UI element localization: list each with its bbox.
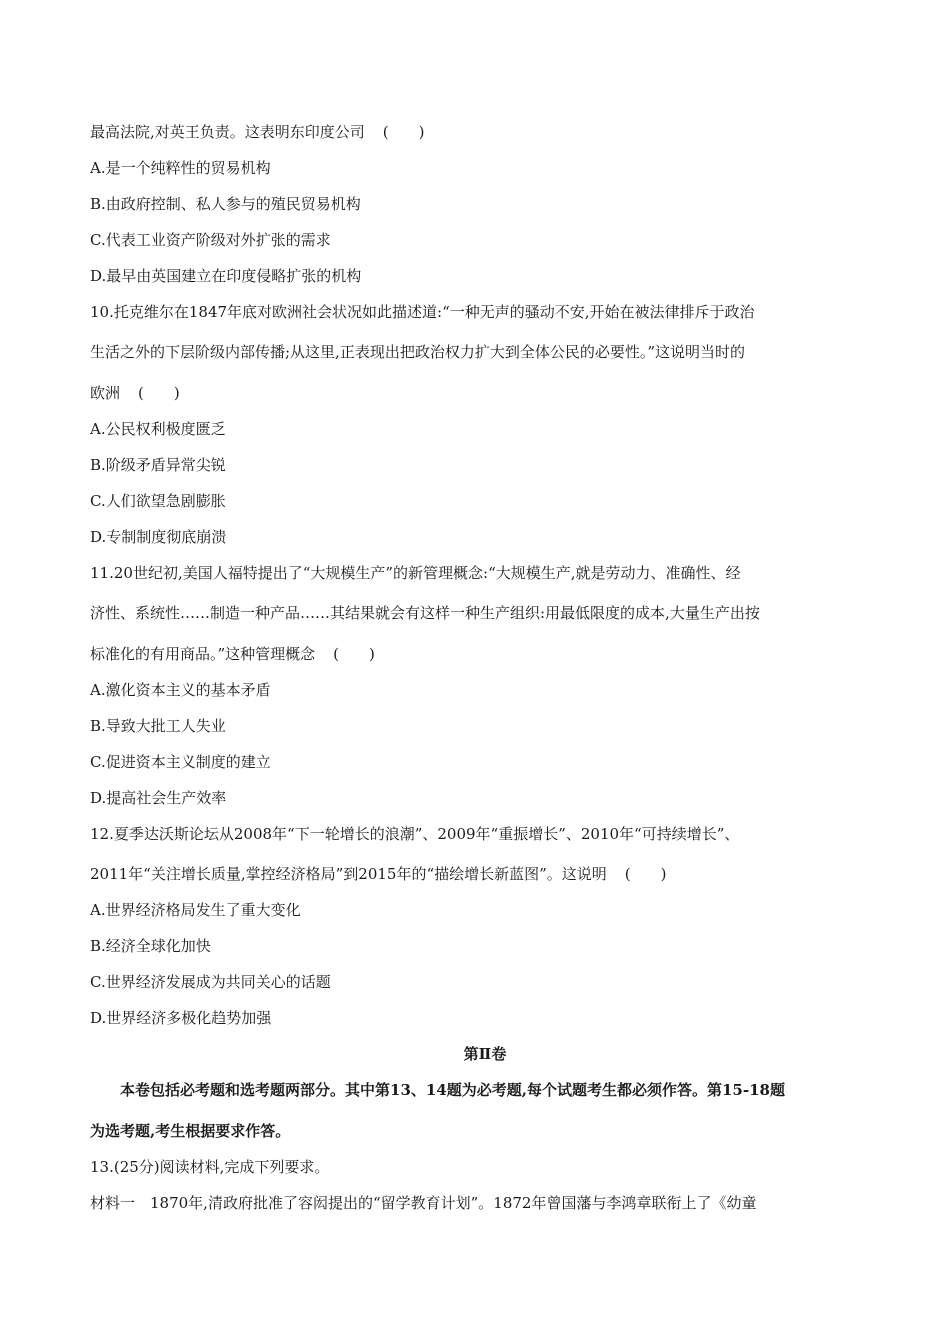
answer-blank: ( ) [382, 123, 425, 141]
q12-stem-line-1: 12.夏季达沃斯论坛从2008年“下一轮增长的浪潮”、2009年“重振增长”、2010年“可持续增长”、 [90, 825, 740, 843]
q9-option-a: A.是一个纯粹性的贸易机构 [90, 159, 271, 177]
q9-option-b: B.由政府控制、私人参与的殖民贸易机构 [90, 195, 361, 213]
part-2-instructions-line-1: 本卷包括必考题和选考题两部分。其中第13、14题为必考题,每个试题考生都必须作答。第15-18题 [120, 1081, 785, 1099]
q9-option-d: D.最早由英国建立在印度侵略扩张的机构 [90, 267, 362, 285]
q10-stem-line-1: 10.托克维尔在1847年底对欧洲社会状况如此描述道:“一种无声的骚动不安,开始在被法律排斥于政治 [90, 303, 755, 321]
q13-stem: 13.(25分)阅读材料,完成下列要求。 [90, 1158, 330, 1176]
q11-option-b: B.导致大批工人失业 [90, 717, 226, 735]
q10-stem-line-3: 欧洲 ( ) [90, 384, 180, 402]
part-2-title: 第Ⅱ卷 [463, 1045, 507, 1063]
q10-stem-line-2: 生活之外的下层阶级内部传播;从这里,正表现出把政治权力扩大到全体公民的必要性。”这说明当时的 [90, 343, 745, 361]
q13-material-1: 材料一 1870年,清政府批准了容闳提出的“留学教育计划”。1872年曾国藩与李鸿章联衔上了《幼童 [90, 1194, 757, 1212]
q12-option-c: C.世界经济发展成为共同关心的话题 [90, 973, 331, 991]
q11-stem-line-3: 标准化的有用商品。”这种管理概念 ( ) [90, 645, 375, 663]
q12-option-a: A.世界经济格局发生了重大变化 [90, 901, 301, 919]
q11-stem-line-1: 11.20世纪初,美国人福特提出了“大规模生产”的新管理概念:“大规模生产,就是劳动力、准确性、经 [90, 564, 741, 582]
answer-blank: ( ) [624, 865, 667, 883]
q9-stem-end: 最高法院,对英王负责。这表明东印度公司 ( ) [90, 123, 425, 141]
q11-stem-line-2: 济性、系统性……制造一种产品……其结果就会有这样一种生产组织:用最低限度的成本,大量生产出按 [90, 604, 760, 622]
q10-option-b: B.阶级矛盾异常尖锐 [90, 456, 226, 474]
q10-option-c: C.人们欲望急剧膨胀 [90, 492, 226, 510]
q9-option-c: C.代表工业资产阶级对外扩张的需求 [90, 231, 331, 249]
q11-option-c: C.促进资本主义制度的建立 [90, 753, 271, 771]
answer-blank: ( ) [138, 384, 180, 402]
part-2-instructions-line-2: 为选考题,考生根据要求作答。 [90, 1122, 291, 1140]
q12-stem-line-2: 2011年“关注增长质量,掌控经济格局”到2015年的“描绘增长新蓝图”。这说明 ( ) [90, 865, 667, 883]
q10-option-a: A.公民权利极度匮乏 [90, 420, 226, 438]
q12-option-b: B.经济全球化加快 [90, 937, 211, 955]
answer-blank: ( ) [333, 645, 375, 663]
exam-page [90, 122, 880, 1229]
q11-option-a: A.激化资本主义的基本矛盾 [90, 681, 271, 699]
q10-option-d: D.专制制度彻底崩溃 [90, 528, 227, 546]
q12-option-d: D.世界经济多极化趋势加强 [90, 1009, 272, 1027]
q11-option-d: D.提高社会生产效率 [90, 789, 227, 807]
